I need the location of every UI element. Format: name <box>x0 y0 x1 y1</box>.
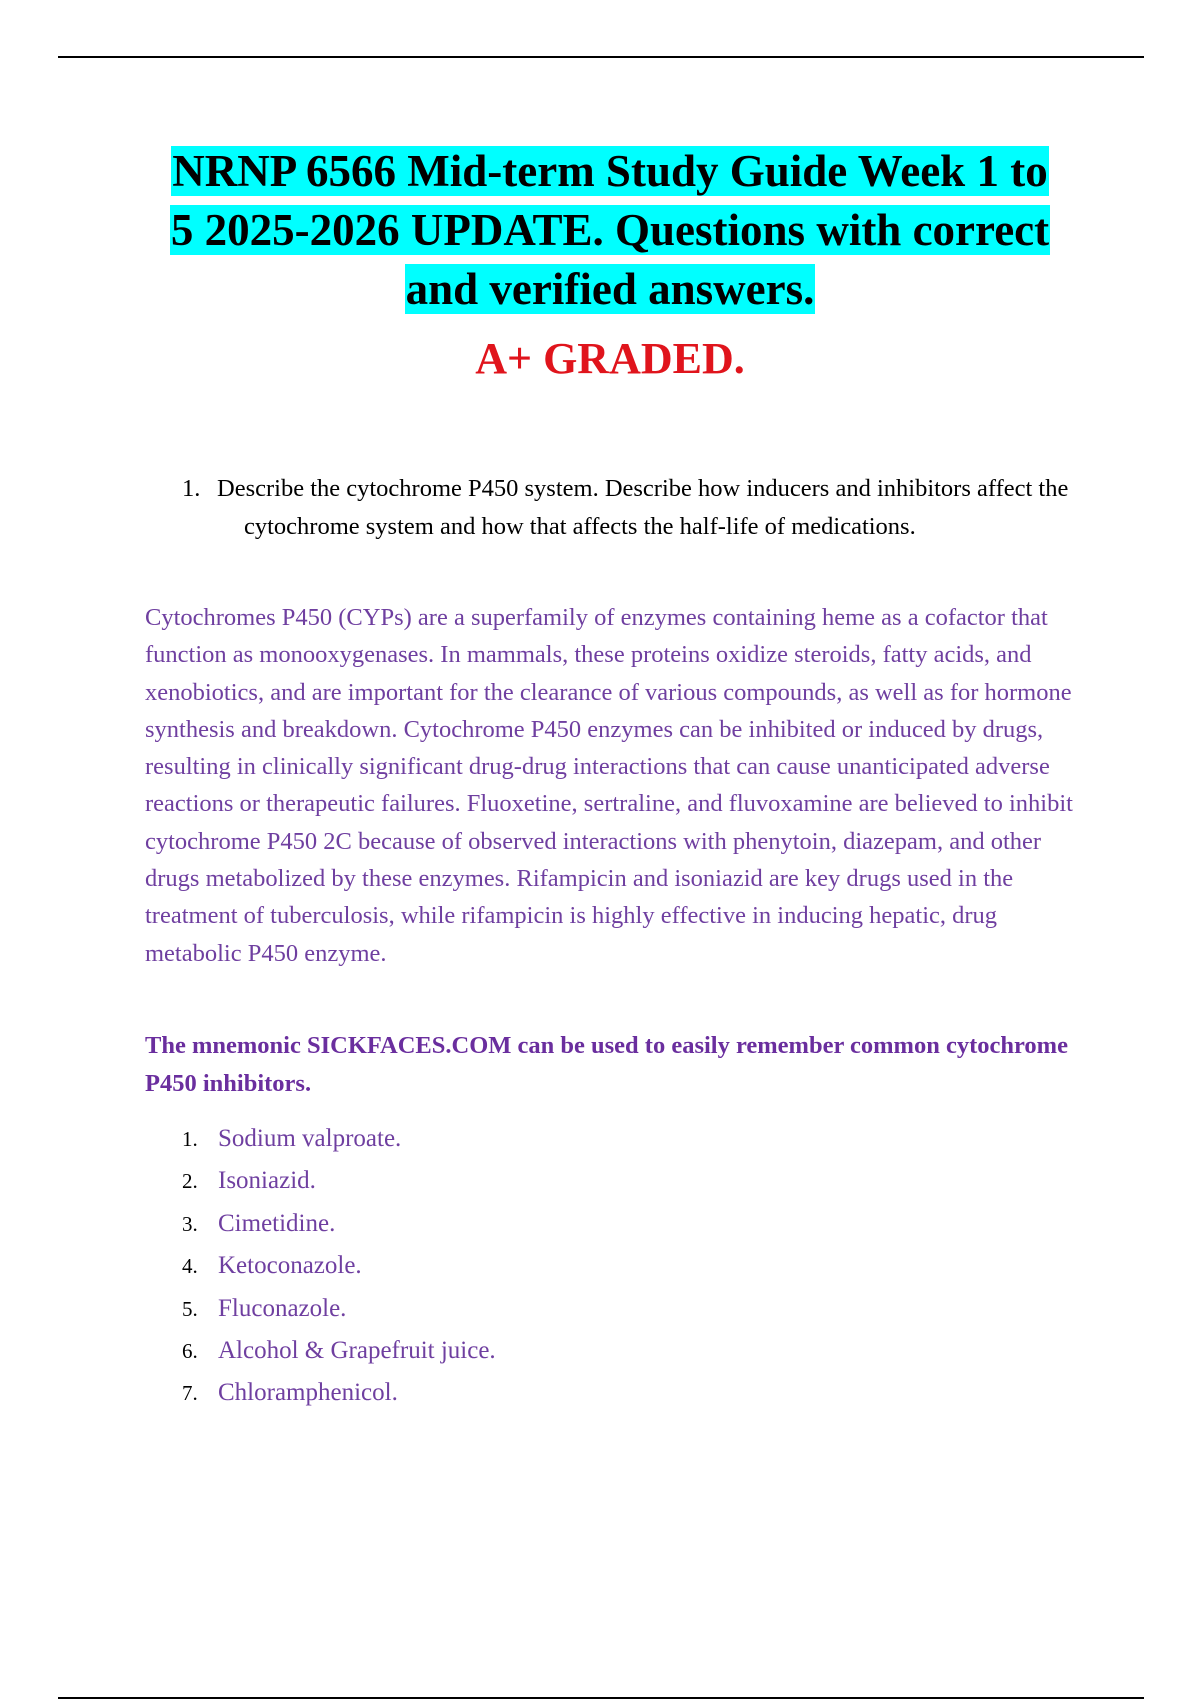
question-number: 1. <box>182 475 201 502</box>
question-1 <box>182 470 1082 545</box>
list-item-number: 2. <box>182 1169 198 1194</box>
list-item-text: Chloramphenicol. <box>218 1379 398 1407</box>
list-item-number: 7. <box>182 1381 198 1406</box>
title-line-1: NRNP 6566 Mid-term Study Guide Week 1 to <box>172 146 1048 196</box>
list-item <box>182 1330 496 1372</box>
list-item <box>182 1118 496 1160</box>
list-item-text: Ketoconazole. <box>218 1252 362 1280</box>
document-title <box>130 142 1090 319</box>
question-text: Describe the cytochrome P450 system. Describe how inducers and inhibitors affect the cytochrome system and how that affects the half-life of medications. <box>217 475 1069 540</box>
list-item <box>182 1203 496 1245</box>
list-item-text: Cimetidine. <box>218 1209 336 1237</box>
mnemonic-heading: The mnemonic SICKFACES.COM can be used to easily remember common cytochrome P450 inhibitors. <box>145 1032 1068 1097</box>
list-item-number: 5. <box>182 1296 198 1321</box>
list-item <box>182 1288 496 1330</box>
title-line-3: and verified answers. <box>405 264 815 314</box>
list-item-text: Alcohol & Grapefruit juice. <box>218 1336 496 1364</box>
title-line-2: 5 2025-2026 UPDATE. Questions with correct <box>170 205 1050 255</box>
list-item-number: 4. <box>182 1254 198 1279</box>
list-item-text: Sodium valproate. <box>218 1125 402 1152</box>
inhibitor-list <box>182 1118 496 1415</box>
list-item-number: 3. <box>182 1211 198 1236</box>
grade-label: A+ GRADED. <box>475 334 745 383</box>
answer-paragraph: Cytochromes P450 (CYPs) are a superfamily of enzymes containing heme as a cofactor that function as monooxygenases. In mammals, these proteins oxidize steroids, fatty acids, and xenobiotics, and are important for the clearance of various compounds, as well as for hormone synthesis and breakdown. Cytochrome P450 enzymes can be inhibited or induced by drugs, resulting in clinically significant drug-drug interactions that can cause unanticipated adverse reactions or therapeutic failures. Fluoxetine, sertraline, and fluvoxamine are believed to inhibit cytochrome P450 2C because of observed interactions with phenytoin, diazepam, and other drugs metabolized by these enzymes. Rifampicin and isoniazid are key drugs used in the treatment of tuberculosis, while rifampicin is highly effective in inducing hepatic, drug metabolic P450 enzyme. <box>145 604 1073 967</box>
list-item-text: Fluconazole. <box>218 1294 347 1322</box>
list-item <box>182 1372 496 1414</box>
top-divider <box>58 56 1144 58</box>
bottom-divider <box>58 1697 1144 1699</box>
list-item-number: 1. <box>182 1127 198 1151</box>
list-item <box>182 1160 496 1202</box>
title-block <box>130 142 1090 385</box>
list-item-text: Isoniazid. <box>218 1167 316 1195</box>
list-item-number: 6. <box>182 1338 198 1363</box>
list-item <box>182 1245 496 1287</box>
